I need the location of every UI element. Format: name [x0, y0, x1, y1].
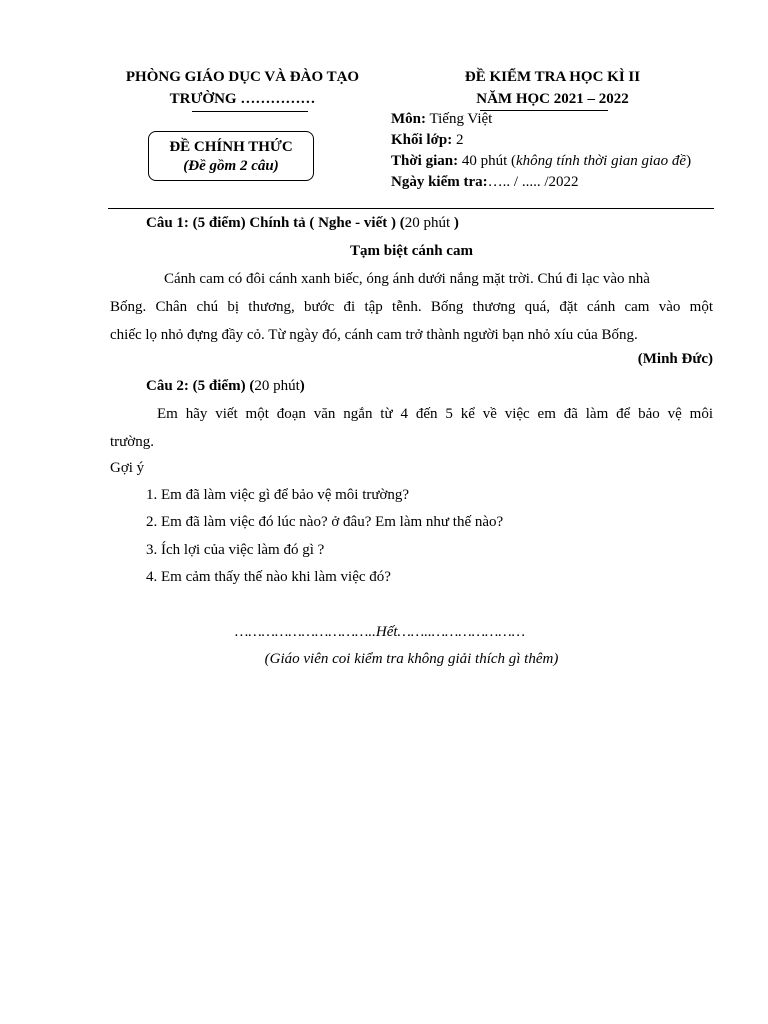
- grade-line: Khối lớp: 2: [391, 132, 464, 148]
- passage-title: Tạm biệt cánh cam: [350, 243, 473, 259]
- hint-label: Gợi ý: [110, 460, 145, 476]
- prompt-line: trường.: [110, 434, 154, 450]
- passage-line: Bống. Chân chú bị thương, bước đi tập tễnh. Bống thương quá, đặt cánh cam vào một: [110, 299, 713, 315]
- question-count-note: (Đề gồm 2 câu): [183, 158, 279, 174]
- hint-item: 4. Em cảm thấy thế nào khi làm việc đó?: [146, 569, 391, 585]
- question-1-heading: Câu 1: (5 điểm) Chính tả ( Nghe - viết ) (20 phút ): [146, 215, 459, 231]
- subject-line: Môn: Tiếng Việt: [391, 111, 493, 127]
- school-year-underline: [480, 110, 608, 111]
- hint-item: 1. Em đã làm việc gì để bảo vệ môi trường?: [146, 487, 410, 503]
- official-label: ĐỀ CHÍNH THỨC: [169, 139, 293, 155]
- passage-author: (Minh Đức): [637, 351, 713, 367]
- passage-line: Cánh cam có đôi cánh xanh biếc, óng ánh dưới nắng mặt trời. Chú đi lạc vào nhà: [164, 271, 650, 287]
- official-exam-box: [148, 131, 314, 181]
- hint-item: 3. Ích lợi của việc làm đó gì ?: [146, 542, 325, 558]
- time-line: Thời gian: 40 phút (không tính thời gian giao đề): [391, 153, 692, 169]
- passage-line: chiếc lọ nhỏ đựng đầy cỏ. Từ ngày đó, cánh cam trở thành người bạn nhỏ xíu của Bống.: [110, 327, 638, 343]
- proctor-note: (Giáo viên coi kiểm tra không giải thích gì thêm): [264, 651, 559, 667]
- school-underline: [192, 111, 308, 112]
- question-2-heading: Câu 2: (5 điểm) (20 phút): [146, 378, 305, 394]
- department-name: PHÒNG GIÁO DỤC VÀ ĐÀO TẠO: [125, 69, 360, 85]
- exam-title: ĐỀ KIỂM TRA HỌC KÌ II: [464, 69, 641, 85]
- date-line: Ngày kiểm tra:….. / ..... /2022: [391, 174, 579, 190]
- school-year: NĂM HỌC 2021 – 2022: [476, 91, 629, 107]
- hint-item: 2. Em đã làm việc đó lúc nào? ở đâu? Em làm như thế nào?: [146, 514, 504, 530]
- header-divider: [108, 208, 714, 209]
- end-marker: …………………………..Hết……..…………………: [235, 624, 526, 640]
- dictation-passage: [110, 265, 713, 349]
- prompt-line: Em hãy viết một đoạn văn ngắn từ 4 đến 5 kể về việc em đã làm để bảo vệ môi: [157, 406, 713, 422]
- question-2-prompt: [110, 400, 713, 456]
- school-name: TRƯỜNG ……………: [169, 91, 316, 107]
